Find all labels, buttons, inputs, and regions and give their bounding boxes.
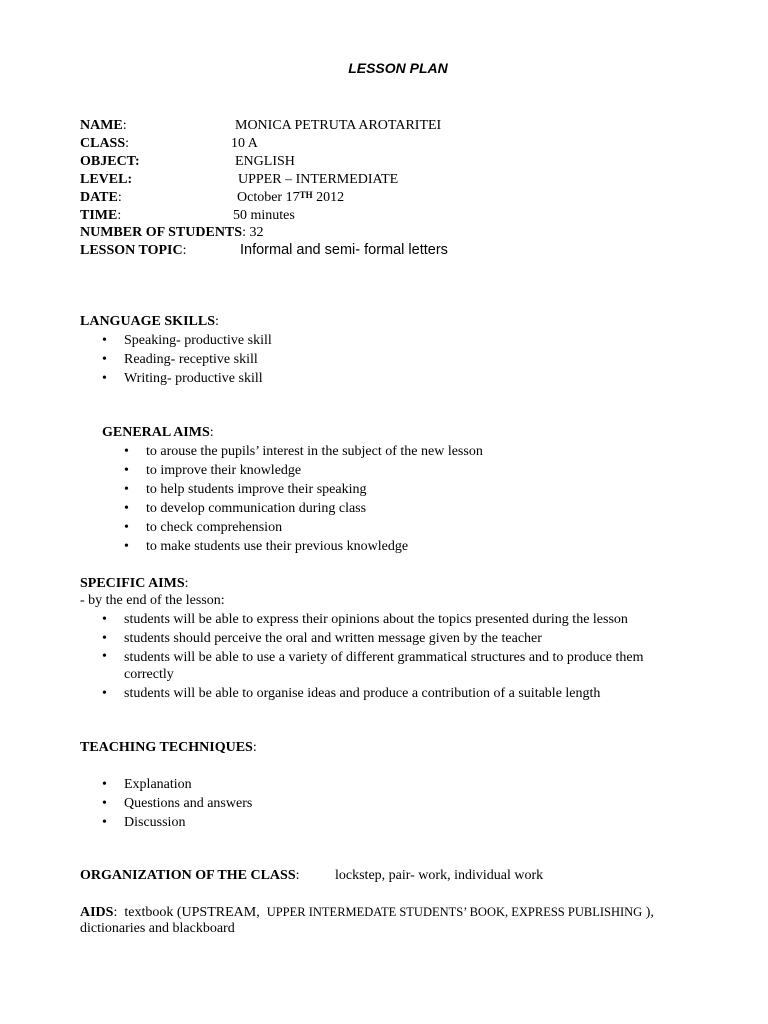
bullet-icon: • (124, 444, 129, 459)
field-students-label: NUMBER OF STUDENTS (80, 225, 243, 240)
field-level-label: LEVEL: (80, 172, 133, 187)
organization-row (80, 867, 544, 885)
field-date-value-main: October 17 (237, 190, 300, 205)
bullet-icon: • (124, 463, 129, 478)
list-item (124, 499, 724, 518)
field-time (80, 207, 295, 225)
field-students-value: : 32 (242, 225, 264, 240)
field-date-label: DATE (80, 190, 118, 205)
specific-aims-heading (80, 575, 189, 593)
field-object (80, 153, 295, 171)
list-item-text: Reading- receptive skill (124, 352, 258, 367)
bullet-icon: • (102, 352, 107, 367)
list-item-text: to check comprehension (146, 520, 283, 535)
general-aims-list (124, 442, 724, 556)
specific-aims-heading-sep: : (184, 576, 189, 591)
field-name-value: MONICA PETRUTA AROTARITEI (235, 118, 442, 133)
list-item-text: students will be able to use a variety of different grammatical structures and to produce them correctly (124, 650, 644, 682)
list-item-text: students will be able to organise ideas and produce a contribution of a suitable length (124, 686, 601, 701)
list-item (102, 794, 702, 813)
field-date-value (237, 189, 344, 207)
field-class-sep: : (125, 136, 130, 151)
bullet-icon: • (102, 371, 107, 386)
field-class-label: CLASS (80, 136, 126, 151)
field-topic-label: LESSON TOPIC (80, 243, 183, 258)
aids-value-a: textbook (UPSTREAM, (124, 905, 260, 920)
field-name (80, 117, 442, 135)
list-item-text: to improve their knowledge (146, 463, 302, 478)
specific-aims-heading-label: SPECIFIC AIMS (80, 576, 185, 591)
list-item (102, 331, 702, 350)
field-date-sep: : (117, 190, 122, 205)
organization-value: lockstep, pair- work, individual work (335, 868, 544, 883)
field-time-label: TIME (80, 208, 118, 223)
aids-line2: dictionaries and blackboard (80, 921, 235, 936)
bullet-icon: • (124, 482, 129, 497)
list-item (102, 813, 702, 832)
list-item-text: Questions and answers (124, 796, 253, 811)
general-aims-heading-label: GENERAL AIMS (102, 425, 210, 440)
field-level-value: UPPER – INTERMEDIATE (238, 172, 399, 187)
specific-aims-list (102, 610, 692, 703)
field-topic (80, 242, 448, 260)
field-class-value: 10 A (231, 136, 258, 151)
list-item-text: Speaking- productive skill (124, 333, 272, 348)
field-students (80, 224, 263, 242)
teaching-techniques-heading-sep: : (252, 740, 257, 755)
general-aims-heading (102, 424, 214, 442)
list-item-text: students will be able to express their opinions about the topics presented during the lesson (124, 612, 628, 627)
field-date-value-sup: TH (299, 190, 313, 200)
list-item-text: to develop communication during class (146, 501, 367, 516)
list-item-text: to make students use their previous knowledge (146, 539, 409, 554)
field-name-label: NAME (80, 118, 123, 133)
bullet-icon: • (102, 796, 107, 811)
field-class (80, 135, 258, 153)
list-item (102, 369, 702, 388)
list-item (124, 480, 724, 499)
list-item-text: Discussion (124, 815, 186, 830)
list-item (124, 518, 724, 537)
field-object-label: OBJECT: (80, 154, 140, 169)
bullet-icon: • (102, 612, 107, 627)
bullet-icon: • (102, 631, 107, 646)
bullet-icon: • (124, 539, 129, 554)
field-date-value-year: 2012 (312, 190, 345, 205)
aids-label: AIDS (80, 905, 114, 920)
aids-value-b: UPPER INTERMEDATE STUDENTS’ BOOK, EXPRESS PUBLISHING (266, 905, 643, 919)
list-item-text: students should perceive the oral and written message given by the teacher (124, 631, 542, 646)
field-topic-value: Informal and semi- formal letters (240, 242, 448, 258)
list-item (102, 610, 692, 629)
list-item (102, 775, 702, 794)
aids-value-c: ), (645, 905, 654, 920)
specific-aims-intro: - by the end of the lesson: (80, 593, 225, 608)
organization-label: ORGANIZATION OF THE CLASS (80, 868, 296, 883)
field-time-sep: : (117, 208, 122, 223)
list-item (102, 629, 692, 648)
field-level (80, 171, 399, 189)
list-item (102, 648, 692, 684)
list-item-text: Writing- productive skill (124, 371, 263, 386)
field-topic-sep: : (182, 243, 187, 258)
list-item (102, 684, 692, 703)
aids-sep: : (113, 905, 118, 920)
bullet-icon: • (124, 520, 129, 535)
teaching-techniques-list (102, 775, 702, 832)
field-name-sep: : (122, 118, 127, 133)
language-skills-heading (80, 313, 219, 331)
teaching-techniques-heading-label: TEACHING TECHNIQUES (80, 740, 253, 755)
list-item-text: to arouse the pupils’ interest in the subject of the new lesson (146, 444, 483, 459)
field-time-value: 50 minutes (233, 208, 295, 223)
bullet-icon: • (102, 649, 107, 664)
list-item (102, 350, 702, 369)
bullet-icon: • (102, 815, 107, 830)
list-item-text: to help students improve their speaking (146, 482, 367, 497)
general-aims-heading-sep: : (209, 425, 214, 440)
list-item (124, 537, 724, 556)
language-skills-list (102, 331, 702, 388)
bullet-icon: • (102, 777, 107, 792)
list-item (124, 442, 724, 461)
bullet-icon: • (124, 501, 129, 516)
bullet-icon: • (102, 333, 107, 348)
bullet-icon: • (102, 686, 107, 701)
list-item-text: Explanation (124, 777, 192, 792)
teaching-techniques-heading (80, 739, 257, 757)
field-date (80, 189, 345, 207)
organization-sep: : (295, 868, 300, 883)
language-skills-heading-sep: : (214, 314, 219, 329)
field-object-value: ENGLISH (235, 154, 295, 169)
document-title: LESSON PLAN (348, 60, 448, 76)
language-skills-heading-label: LANGUAGE SKILLS (80, 314, 215, 329)
list-item (124, 461, 724, 480)
